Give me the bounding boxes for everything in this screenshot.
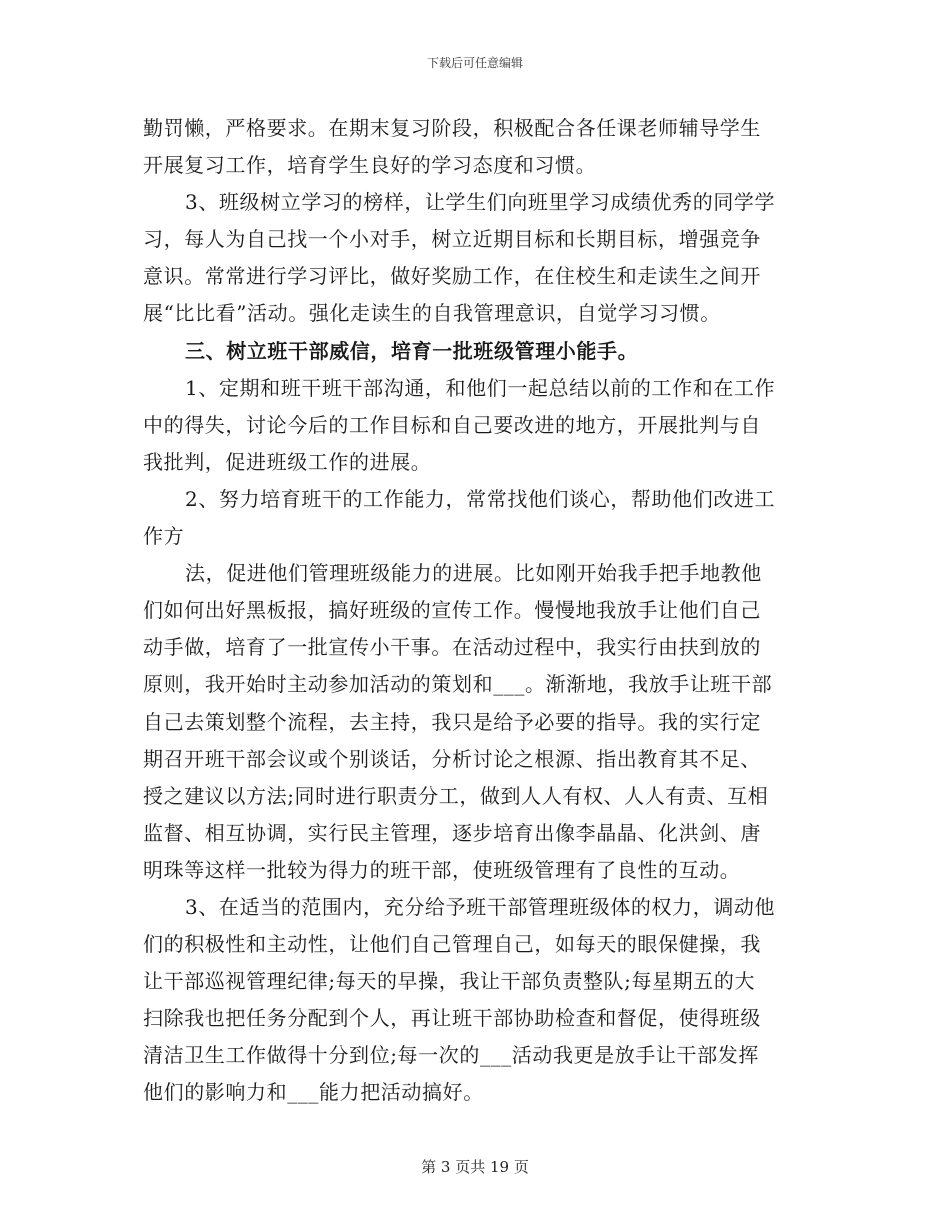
text-line: 2、努力培育班干的工作能力，常常找他们谈心，帮助他们改进工 [185, 486, 776, 511]
text-line: 原则，我开始时主动参加活动的策划和___。渐渐地，我放手让班干部 [143, 672, 773, 697]
text-line: 们如何出好黑板报，搞好班级的宣传工作。慢慢地我放手让他们自己 [143, 598, 761, 623]
text-line: 授之建议以方法;同时进行职责分工，做到人人有权、人人有责、互相 [143, 783, 769, 808]
page-footer: 第 3 页共 19 页 [421, 1158, 529, 1176]
text-line: 让干部巡视管理纪律;每天的早操，我让干部负责整队;每星期五的大 [143, 969, 756, 994]
text-line: 勤罚懒，严格要求。在期末复习阶段，积极配合各任课老师辅导学生 [143, 116, 761, 140]
text-line: 们的积极性和主动性，让他们自己管理自己，如每天的眼保健操，我 [143, 932, 761, 957]
text-line: 扫除我也把任务分配到个人，再让班干部协助检查和督促，使得班级 [143, 1006, 761, 1031]
text-line: 他们的影响力和___能力把活动搞好。 [143, 1080, 484, 1105]
text-line: 1、定期和班干班干部沟通，和他们一起总结以前的工作和在工作 [185, 375, 776, 400]
section-heading: 三、树立班干部威信，培育一批班级管理小能手。 [185, 338, 639, 363]
page-header: 下载后可任意编辑 [426, 56, 523, 70]
text-line: 展“比比看”活动。强化走读生的自我管理意识，自觉学习习惯。 [143, 301, 721, 326]
text-line: 3、班级树立学习的榜样，让学生们向班里学习成绩优秀的同学学 [185, 190, 776, 215]
text-line: 我批判，促进班级工作的进展。 [143, 449, 432, 474]
text-line: 习，每人为自己找一个小对手，树立近期目标和长期目标，增强竞争 [143, 227, 761, 252]
text-line: 意识。常常进行学习评比，做好奖励工作，在住校生和走读生之间开 [143, 264, 761, 289]
document-body [143, 110, 811, 1112]
text-line: 期召开班干部会议或个别谈话，分析讨论之根源、指出教育其不足、 [143, 746, 761, 771]
text-line: 开展复习工作，培育学生良好的学习态度和习惯。 [143, 153, 597, 178]
text-line: 监督、相互协调，实行民主管理，逐步培育出像李晶晶、化洪剑、唐 [143, 820, 761, 845]
text-line: 3、在适当的范围内，充分给予班干部管理班级体的权力，调动他 [185, 894, 776, 919]
text-line: 清洁卫生工作做得十分到位;每一次的___活动我更是放手让干部发挥 [143, 1043, 759, 1068]
text-line: 法，促进他们管理班级能力的进展。比如刚开始我手把手地教他 [185, 561, 762, 586]
text-line: 中的得失，讨论今后的工作目标和自己要改进的地方，开展批判与自 [143, 412, 761, 437]
text-line: 作方 [143, 524, 185, 549]
text-line: 明珠等这样一批较为得力的班干部，使班级管理有了良性的互动。 [143, 857, 741, 882]
text-line: 动手做，培育了一批宣传小干事。在活动过程中，我实行由扶到放的 [143, 635, 761, 660]
text-line: 自己去策划整个流程，去主持，我只是给予必要的指导。我的实行定 [143, 709, 761, 734]
